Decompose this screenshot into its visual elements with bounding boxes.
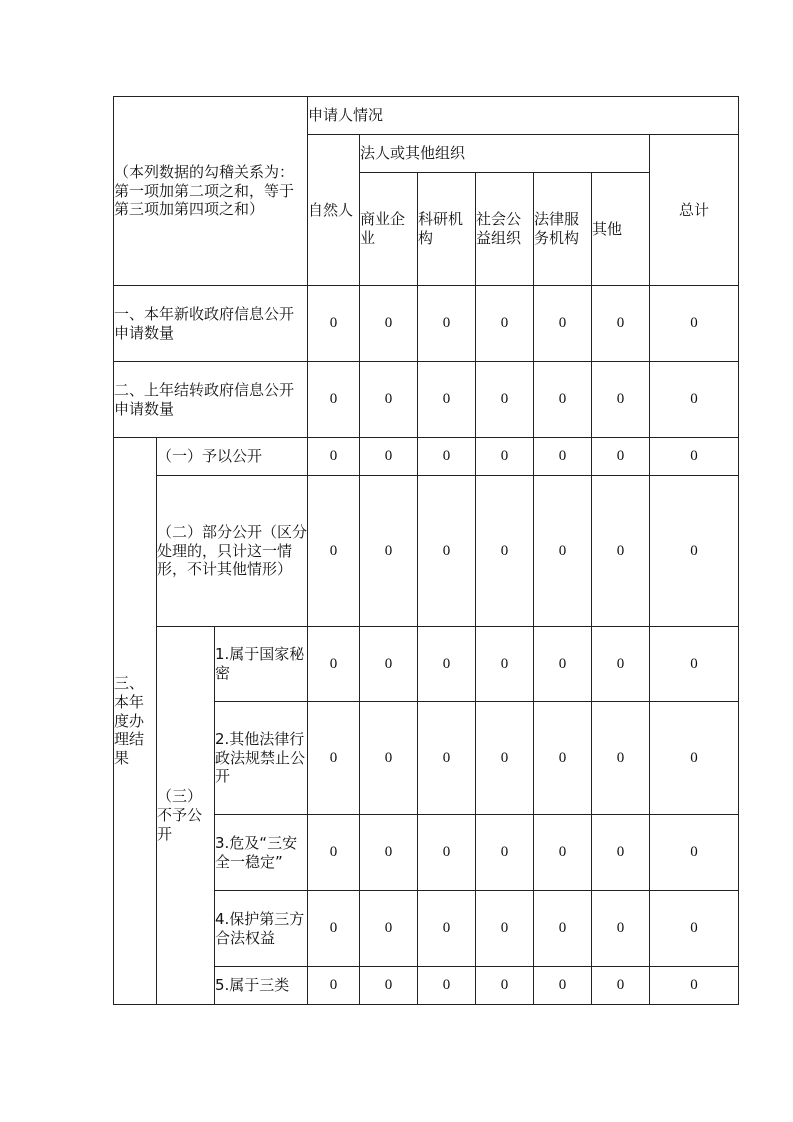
value-cell: 0	[360, 815, 418, 891]
value-cell: 0	[418, 476, 476, 627]
value-cell: 0	[308, 362, 360, 438]
value-cell: 0	[360, 702, 418, 815]
value-cell: 0	[308, 967, 360, 1005]
value-cell: 0	[650, 438, 739, 476]
value-cell: 0	[534, 702, 592, 815]
row-label-prohibited-by-law: 2.其他法律行政法规禁止公开	[215, 702, 308, 815]
value-cell: 0	[308, 702, 360, 815]
row-label-disclose: （一）予以公开	[157, 438, 308, 476]
value-cell: 0	[308, 286, 360, 362]
header-research-institution: 科研机构	[418, 173, 476, 286]
value-cell: 0	[418, 967, 476, 1005]
header-commercial-enterprise: 商业企业	[360, 173, 418, 286]
value-cell: 0	[476, 891, 534, 967]
row-label-three-categories: 5.属于三类	[215, 967, 308, 1005]
value-cell: 0	[534, 476, 592, 627]
value-cell: 0	[360, 476, 418, 627]
value-cell: 0	[476, 476, 534, 627]
value-cell: 0	[308, 438, 360, 476]
row-label-state-secret: 1.属于国家秘密	[215, 627, 308, 702]
row-label-partial-disclose: （二）部分公开（区分处理的，只计这一情形，不计其他情形）	[157, 476, 308, 627]
header-note: （本列数据的勾稽关系为：第一项加第二项之和，等于第三项加第四项之和）	[114, 162, 295, 219]
value-cell: 0	[650, 362, 739, 438]
value-cell: 0	[650, 815, 739, 891]
value-cell: 0	[650, 967, 739, 1005]
value-cell: 0	[650, 627, 739, 702]
row-label-third-party-rights: 4.保护第三方合法权益	[215, 891, 308, 967]
value-cell: 0	[650, 286, 739, 362]
value-cell: 0	[534, 815, 592, 891]
row-label-not-disclosed: （三）不予公开	[157, 627, 215, 1005]
section-label-processing-results: 三、本年度办理结果	[114, 438, 157, 1005]
value-cell: 0	[360, 438, 418, 476]
value-cell: 0	[418, 815, 476, 891]
value-cell: 0	[650, 891, 739, 967]
value-cell: 0	[592, 476, 650, 627]
table-row	[114, 286, 739, 362]
value-cell: 0	[418, 286, 476, 362]
value-cell: 0	[592, 702, 650, 815]
value-cell: 0	[592, 286, 650, 362]
value-cell: 0	[650, 476, 739, 627]
value-cell: 0	[592, 362, 650, 438]
value-cell: 0	[534, 286, 592, 362]
value-cell: 0	[592, 967, 650, 1005]
value-cell: 0	[534, 438, 592, 476]
header-natural-person: 自然人	[308, 135, 360, 286]
table-row	[114, 362, 739, 438]
value-cell: 0	[534, 967, 592, 1005]
value-cell: 0	[476, 438, 534, 476]
value-cell: 0	[476, 967, 534, 1005]
row-label-three-securities-one-stability: 3.危及“三安全一稳定”	[215, 815, 308, 891]
value-cell: 0	[476, 815, 534, 891]
value-cell: 0	[534, 627, 592, 702]
value-cell: 0	[534, 891, 592, 967]
value-cell: 0	[308, 891, 360, 967]
value-cell: 0	[360, 891, 418, 967]
header-legal-service-institution: 法律服务机构	[534, 173, 592, 286]
header-note-cell	[114, 97, 308, 286]
value-cell: 0	[476, 702, 534, 815]
header-legal-or-other-orgs: 法人或其他组织	[360, 135, 650, 173]
value-cell: 0	[476, 362, 534, 438]
value-cell: 0	[592, 891, 650, 967]
table-row	[114, 438, 739, 476]
value-cell: 0	[308, 815, 360, 891]
row-label-carried-over: 二、上年结转政府信息公开申请数量	[114, 362, 308, 438]
value-cell: 0	[592, 438, 650, 476]
value-cell: 0	[308, 476, 360, 627]
table-row	[114, 476, 739, 627]
value-cell: 0	[418, 627, 476, 702]
value-cell: 0	[360, 627, 418, 702]
value-cell: 0	[360, 362, 418, 438]
value-cell: 0	[534, 362, 592, 438]
value-cell: 0	[592, 627, 650, 702]
header-applicant-situation: 申请人情况	[308, 97, 739, 135]
value-cell: 0	[360, 286, 418, 362]
value-cell: 0	[418, 438, 476, 476]
value-cell: 0	[308, 627, 360, 702]
value-cell: 0	[476, 627, 534, 702]
row-label-new-applications: 一、本年新收政府信息公开申请数量	[114, 286, 308, 362]
value-cell: 0	[360, 967, 418, 1005]
table-row	[114, 627, 739, 702]
value-cell: 0	[476, 286, 534, 362]
header-other: 其他	[592, 173, 650, 286]
government-information-disclosure-table	[113, 96, 739, 1005]
value-cell: 0	[418, 362, 476, 438]
header-total: 总计	[650, 135, 739, 286]
value-cell: 0	[592, 815, 650, 891]
value-cell: 0	[418, 702, 476, 815]
value-cell: 0	[418, 891, 476, 967]
value-cell: 0	[650, 702, 739, 815]
header-social-welfare-org: 社会公益组织	[476, 173, 534, 286]
